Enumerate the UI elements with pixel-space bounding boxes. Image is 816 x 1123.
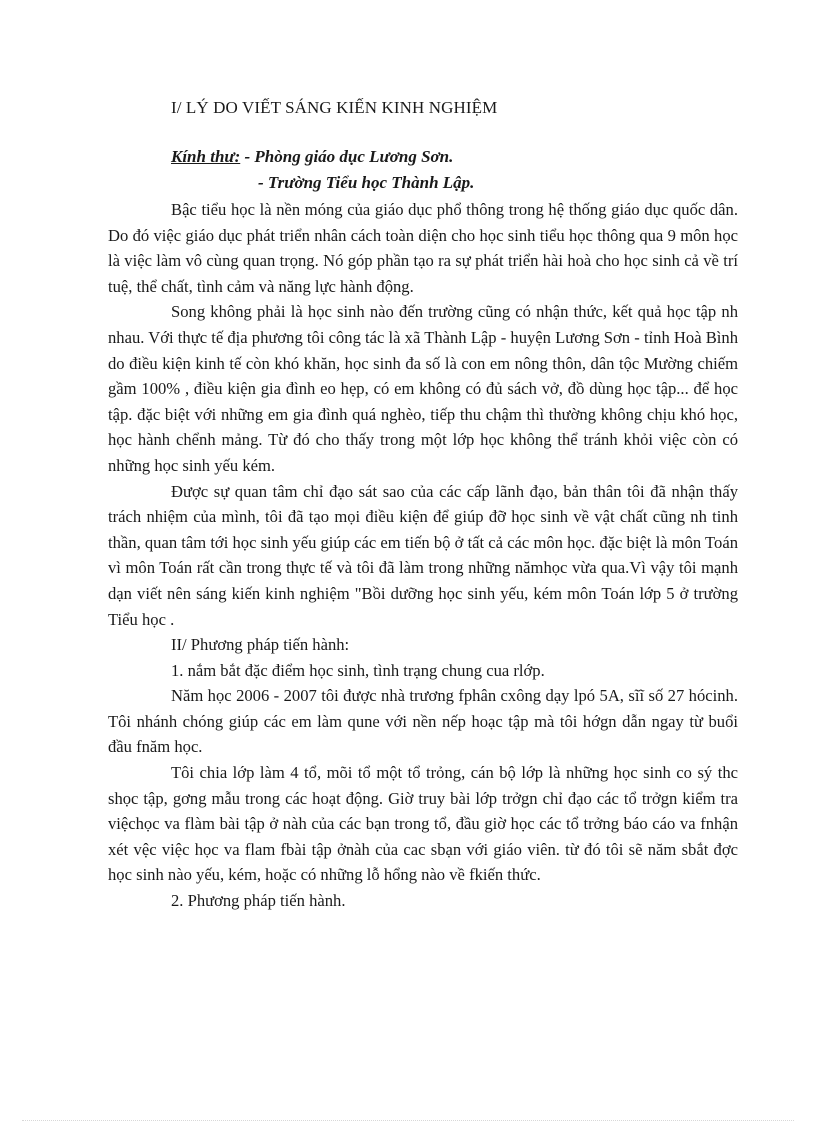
page-footer-divider — [22, 1120, 794, 1121]
paragraph-motivation: Được sự quan tâm chỉ đạo sát sao của các cấp lãnh đạo, bản thân tôi đã nhận thấy trách nhiệm của mình, tôi đã tạo mọi điều kiện để giúp đỡ học sinh về vật chất cũng nh tinh thần, quan tâm tới học sinh yếu giúp các em tiến bộ ở tất cả các môn học. đặc biệt là môn Toán vì môn Toán rất cần trong thực tế và tôi đã làm trong những nămhọc vừa qua.Vì vậy tôi mạnh dạn viết nên sáng kiến kinh nghiệm "Bồi dưỡng học sinh yếu, kém môn Toán lớp 5 ở trường Tiểu học . — [108, 481, 738, 629]
section-heading-method: II/ Phương pháp tiến hành: — [171, 635, 350, 655]
body-text — [108, 197, 738, 914]
subheading-1: 1. nắm bắt đặc điểm học sinh, tình trạng chung cua rlớp. — [171, 660, 545, 680]
subheading-2: 2. Phương pháp tiến hành. — [171, 891, 346, 911]
paragraph-context: Song không phải là học sinh nào đến trường cũng có nhận thức, kết quả học tập nh nhau. Với thực tế địa phương tôi công tác là xã Thành Lập - huyện Lương Sơn - tỉnh Hoà Bình do điều kiện kinh tế còn khó khăn, học sinh đa số là con em nông thôn, dân tộc Mường chiếm gầm 100% , điều kiện gia đình eo hẹp, có em không có đủ sách vở, đồ dùng học tập... để học tập. đặc biệt với những em gia đình quá nghèo, tiếp thu chậm thì thường không chịu khó học, học hành chểnh mảng. Từ đó cho thấy trong một lớp học không thể tránh khỏi việc còn có những học sinh yếu kém. — [108, 302, 738, 475]
recipient-1: - Phòng giáo dục Lương Sơn. — [240, 147, 454, 166]
paragraph-intro: Bậc tiểu học là nền móng của giáo dục phổ thông trong hệ thống giáo dục quốc dân. Do đó việc giáo dục phát triển nhân cách toàn diện cho học sinh tiểu học thông qua 9 môn học là việc làm vô cùng quan trọng. Nó góp phần tạo ra sự phát triển hài hoà cho học sinh cả về trí tuệ, thể chất, tình cảm và năng lực hành động. — [108, 200, 738, 296]
greeting-label: Kính thư: — [171, 147, 241, 166]
paragraph-groups: Tôi chia lớp làm 4 tổ, mõi tổ một tổ trỏng, cán bộ lớp là những học sinh co sý thc shọc tập, gơng mẫu trong các hoạt động. Giờ truy bài lớp trởgn chỉ đạo các tổ trởgn kiểm tra việchọc va flàm bài tập ở nàh của các bạn trong tổ, đầu giờ học các tổ trởng báo cáo va fnhận xét vệc việc học va flam fbài tập ởnàh của cac sbạn với giáo viên. từ đó tôi sẽ năm sbắt đợc học sinh nào yếu, kém, hoặc có những lỗ hổng nào về fkiến thức. — [108, 763, 738, 885]
paragraph-class-info: Năm học 2006 - 2007 tôi được nhà trương fphân cxông dạy lpó 5A, sĩĩ số 27 hócinh. Tôi nhánh chóng giúp các em làm qune với nền nếp hoạc tập mà tôi hớgn dẫn ngay từ buổi đầu fnăm học. — [108, 686, 738, 757]
greeting-line — [171, 147, 453, 167]
recipient-2: - Trường Tiểu học Thành Lập. — [258, 173, 475, 192]
section-heading: I/ LÝ DO VIẾT SÁNG KIẾN KINH NGHIỆM — [171, 98, 498, 117]
